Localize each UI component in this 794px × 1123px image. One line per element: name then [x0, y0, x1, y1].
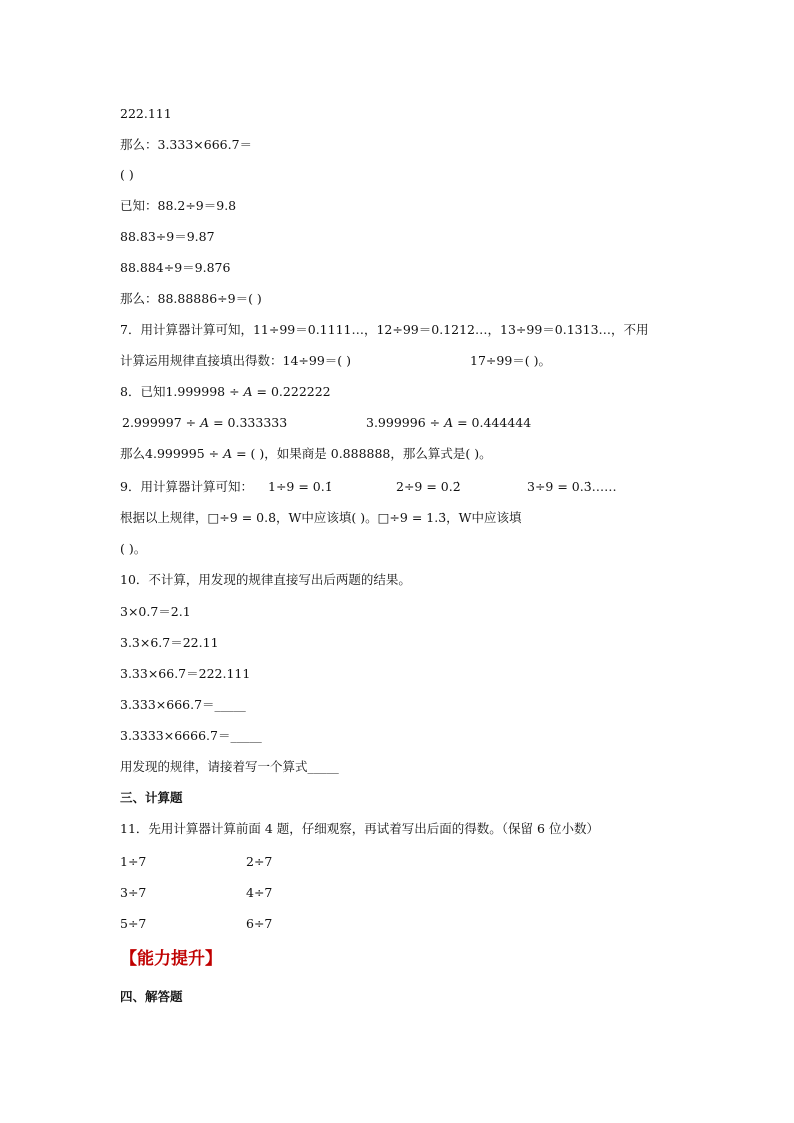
q8-expr-c: 3.999996 ÷	[366, 415, 445, 430]
q11-item-6: 6÷7	[246, 916, 273, 931]
question-10: 10．不计算，用发现的规律直接写出后两题的结果。	[120, 572, 411, 587]
q11-item-4: 4÷7	[246, 885, 273, 900]
question-7-line-2a: 计算运用规律直接填出得数：14÷99＝( )	[120, 353, 352, 368]
section-4-heading: 四、解答题	[120, 989, 183, 1004]
q9-expr-1: 1÷9 = 0.1̇	[268, 479, 333, 494]
q10-row-6: 用发现的规律，请接着写一个算式_____	[120, 759, 339, 774]
question-8-line-2a	[122, 415, 287, 431]
q8-then: 那么	[120, 446, 146, 461]
q8-var-a: A	[243, 384, 253, 399]
q8-tail: = ( )，如果商是 0.888888，那么算式是( )。	[232, 446, 492, 461]
q11-item-5: 5÷7	[120, 916, 147, 931]
ability-heading: 【能力提升】	[120, 949, 222, 969]
question-8-line-2b	[366, 415, 531, 431]
q8-expr-b: 2.999997 ÷	[122, 415, 201, 430]
q10-row-3: 3.33×66.7＝222.111	[120, 666, 251, 681]
q8-result-a: = 0.222222	[252, 384, 331, 399]
line-88-83: 88.83÷9＝9.87	[120, 229, 215, 244]
question-7-line-2b: 17÷99＝( )。	[470, 353, 552, 368]
q10-row-1: 3×0.7＝2.1	[120, 604, 191, 619]
line-88-884: 88.884÷9＝9.876	[120, 260, 231, 275]
question-9-label: 9．用计算器计算可知：	[120, 479, 253, 494]
line-then-88-88886: 那么：88.88886÷9＝( )	[120, 291, 262, 306]
answer-blank: ( )	[120, 167, 134, 182]
question-7-line-1: 7．用计算器计算可知，11÷99＝0.1111…，12÷99＝0.1212…，13÷99＝0.1313…，不用	[120, 322, 649, 337]
line-then-3333: 那么：3.333×666.7＝	[120, 137, 253, 152]
q9-expr-3: 3÷9 = 0.3̇……	[527, 479, 617, 494]
q8-prefix: 8．已知	[120, 384, 166, 399]
q9-expr-2: 2÷9 = 0.2̇	[396, 479, 461, 494]
question-9-line-2: 根据以上规律，□÷9 = 0.8̇，W中应该填( )。□÷9 = 1.3̇，W中应该填	[120, 510, 522, 525]
q10-row-5: 3.3333×6666.7＝_____	[120, 728, 262, 743]
question-9-line-3: ( )。	[120, 541, 147, 556]
line-known-88-2: 已知：88.2÷9＝9.8	[120, 198, 237, 213]
q11-item-3: 3÷7	[120, 885, 147, 900]
q8-result-b: = 0.333333	[209, 415, 288, 430]
question-8-line-3	[120, 446, 492, 462]
question-11: 11．先用计算器计算前面 4 题，仔细观察，再试着写出后面的得数。（保留 6 位小数）	[120, 821, 599, 836]
q8-expr-a: 1.999998 ÷	[165, 384, 244, 399]
q8-var-d: A	[223, 446, 233, 461]
q8-expr-d: 4.999995 ÷	[145, 446, 224, 461]
q8-result-c: = 0.444444	[453, 415, 532, 430]
question-8-line-1	[120, 384, 331, 400]
section-3-heading: 三、计算题	[120, 790, 183, 805]
line-result-222: 222.111	[120, 106, 172, 121]
q11-item-2: 2÷7	[246, 854, 273, 869]
q10-row-4: 3.333×666.7＝_____	[120, 697, 246, 712]
q10-row-2: 3.3×6.7＝22.11	[120, 635, 219, 650]
q8-var-b: A	[200, 415, 210, 430]
q11-item-1: 1÷7	[120, 854, 147, 869]
q8-var-c: A	[444, 415, 454, 430]
